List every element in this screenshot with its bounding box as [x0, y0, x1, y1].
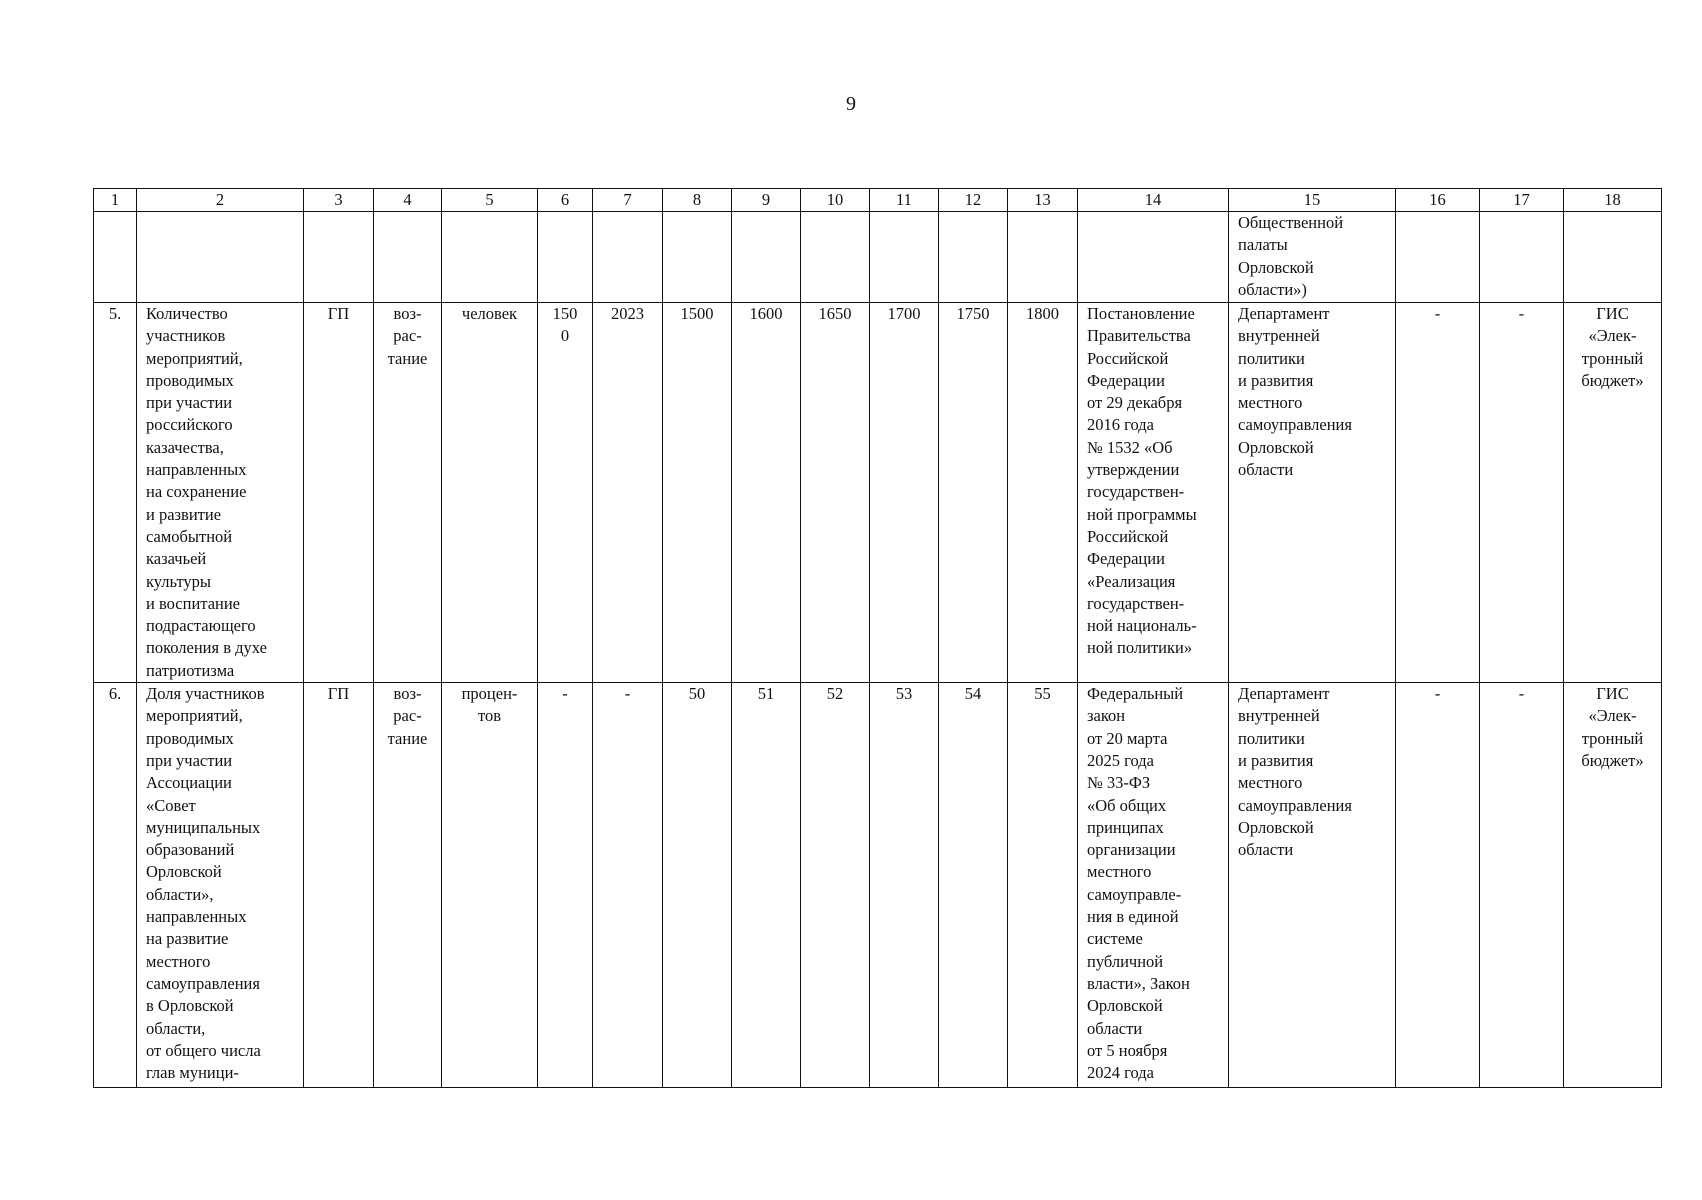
column-header: 1 — [94, 189, 137, 212]
year-value: 1650 — [801, 303, 870, 683]
year-value: 53 — [870, 683, 939, 1088]
column-header: 16 — [1396, 189, 1480, 212]
table-cell — [939, 212, 1008, 303]
year-value: 55 — [1008, 683, 1078, 1088]
year-value: 1800 — [1008, 303, 1078, 683]
table-cell — [663, 212, 732, 303]
table-cell — [442, 212, 538, 303]
column-header: 4 — [374, 189, 442, 212]
indicator-name: Количество участников мероприятий, проводимых при участии российского казачества, направленных на сохранение и развитие самобытной казачьей культуры и воспитание подрастающего поколения в духе патриотизма — [137, 303, 304, 683]
column-header: 14 — [1078, 189, 1229, 212]
year-value: 54 — [939, 683, 1008, 1088]
table-cell — [538, 212, 593, 303]
column-header: 10 — [801, 189, 870, 212]
indicator-level: ГП — [304, 303, 374, 683]
table-cell — [1396, 212, 1480, 303]
base-year: 2023 — [593, 303, 663, 683]
legal-document: Постановление Правительства Российской Федерации от 29 декабря 2016 года № 1532 «Об утверждении государствен- ной программы Российской Федерации «Реализация государствен- ной националь- ной политики» — [1078, 303, 1229, 683]
column-number-row — [94, 189, 1662, 212]
table-cell: - — [1396, 683, 1480, 1088]
responsible-executor: Департамент внутренней политики и развития местного самоуправления Орловской области — [1229, 683, 1396, 1088]
table-cell — [1078, 212, 1229, 303]
table-cell — [870, 212, 939, 303]
table-cell — [1008, 212, 1078, 303]
column-header: 15 — [1229, 189, 1396, 212]
table-cell — [593, 212, 663, 303]
year-value: 52 — [801, 683, 870, 1088]
row-number: 5. — [94, 303, 137, 683]
table-cell — [1480, 212, 1564, 303]
column-header: 8 — [663, 189, 732, 212]
table-row — [94, 303, 1662, 683]
indicator-trend: воз- рас- тание — [374, 303, 442, 683]
year-value: 50 — [663, 683, 732, 1088]
indicator-trend: воз- рас- тание — [374, 683, 442, 1088]
table-cell — [304, 212, 374, 303]
table-cell: - — [1480, 303, 1564, 683]
column-header: 9 — [732, 189, 801, 212]
indicator-name: Доля участников мероприятий, проводимых при участии Ассоциации «Совет муниципальных образований Орловской области», направленных на развитие местного самоуправления в Орловской области, от общего числа глав муници- — [137, 683, 304, 1088]
table-cell — [137, 212, 304, 303]
year-value: 1700 — [870, 303, 939, 683]
column-header: 18 — [1564, 189, 1662, 212]
information-system: ГИС «Элек- тронный бюджет» — [1564, 303, 1662, 683]
year-value: 1500 — [663, 303, 732, 683]
column-header: 17 — [1480, 189, 1564, 212]
continuation-row — [94, 212, 1662, 303]
table-cell — [374, 212, 442, 303]
column-header: 5 — [442, 189, 538, 212]
unit-of-measure: процен- тов — [442, 683, 538, 1088]
base-year: - — [593, 683, 663, 1088]
indicators-table — [93, 188, 1662, 1088]
responsible-executor: Департамент внутренней политики и развития местного самоуправления Орловской области — [1229, 303, 1396, 683]
table-cell — [732, 212, 801, 303]
indicator-level: ГП — [304, 683, 374, 1088]
table-cell — [1564, 212, 1662, 303]
base-value: - — [538, 683, 593, 1088]
row-number: 6. — [94, 683, 137, 1088]
table-cell — [801, 212, 870, 303]
continued-executor-cell: Общественной палаты Орловской области») — [1229, 212, 1396, 303]
page-number: 9 — [846, 93, 856, 115]
table-cell: - — [1396, 303, 1480, 683]
base-value: 150 0 — [538, 303, 593, 683]
information-system: ГИС «Элек- тронный бюджет» — [1564, 683, 1662, 1088]
year-value: 51 — [732, 683, 801, 1088]
table-row — [94, 683, 1662, 1088]
column-header: 13 — [1008, 189, 1078, 212]
table-cell — [94, 212, 137, 303]
year-value: 1750 — [939, 303, 1008, 683]
column-header: 3 — [304, 189, 374, 212]
column-header: 12 — [939, 189, 1008, 212]
table-cell: - — [1480, 683, 1564, 1088]
legal-document: Федеральный закон от 20 марта 2025 года № 33-ФЗ «Об общих принципах организации местного самоуправле- ния в единой системе публичной власти», Закон Орловской области от 5 ноября 2024 года — [1078, 683, 1229, 1088]
column-header: 2 — [137, 189, 304, 212]
column-header: 6 — [538, 189, 593, 212]
column-header: 11 — [870, 189, 939, 212]
column-header: 7 — [593, 189, 663, 212]
year-value: 1600 — [732, 303, 801, 683]
unit-of-measure: человек — [442, 303, 538, 683]
